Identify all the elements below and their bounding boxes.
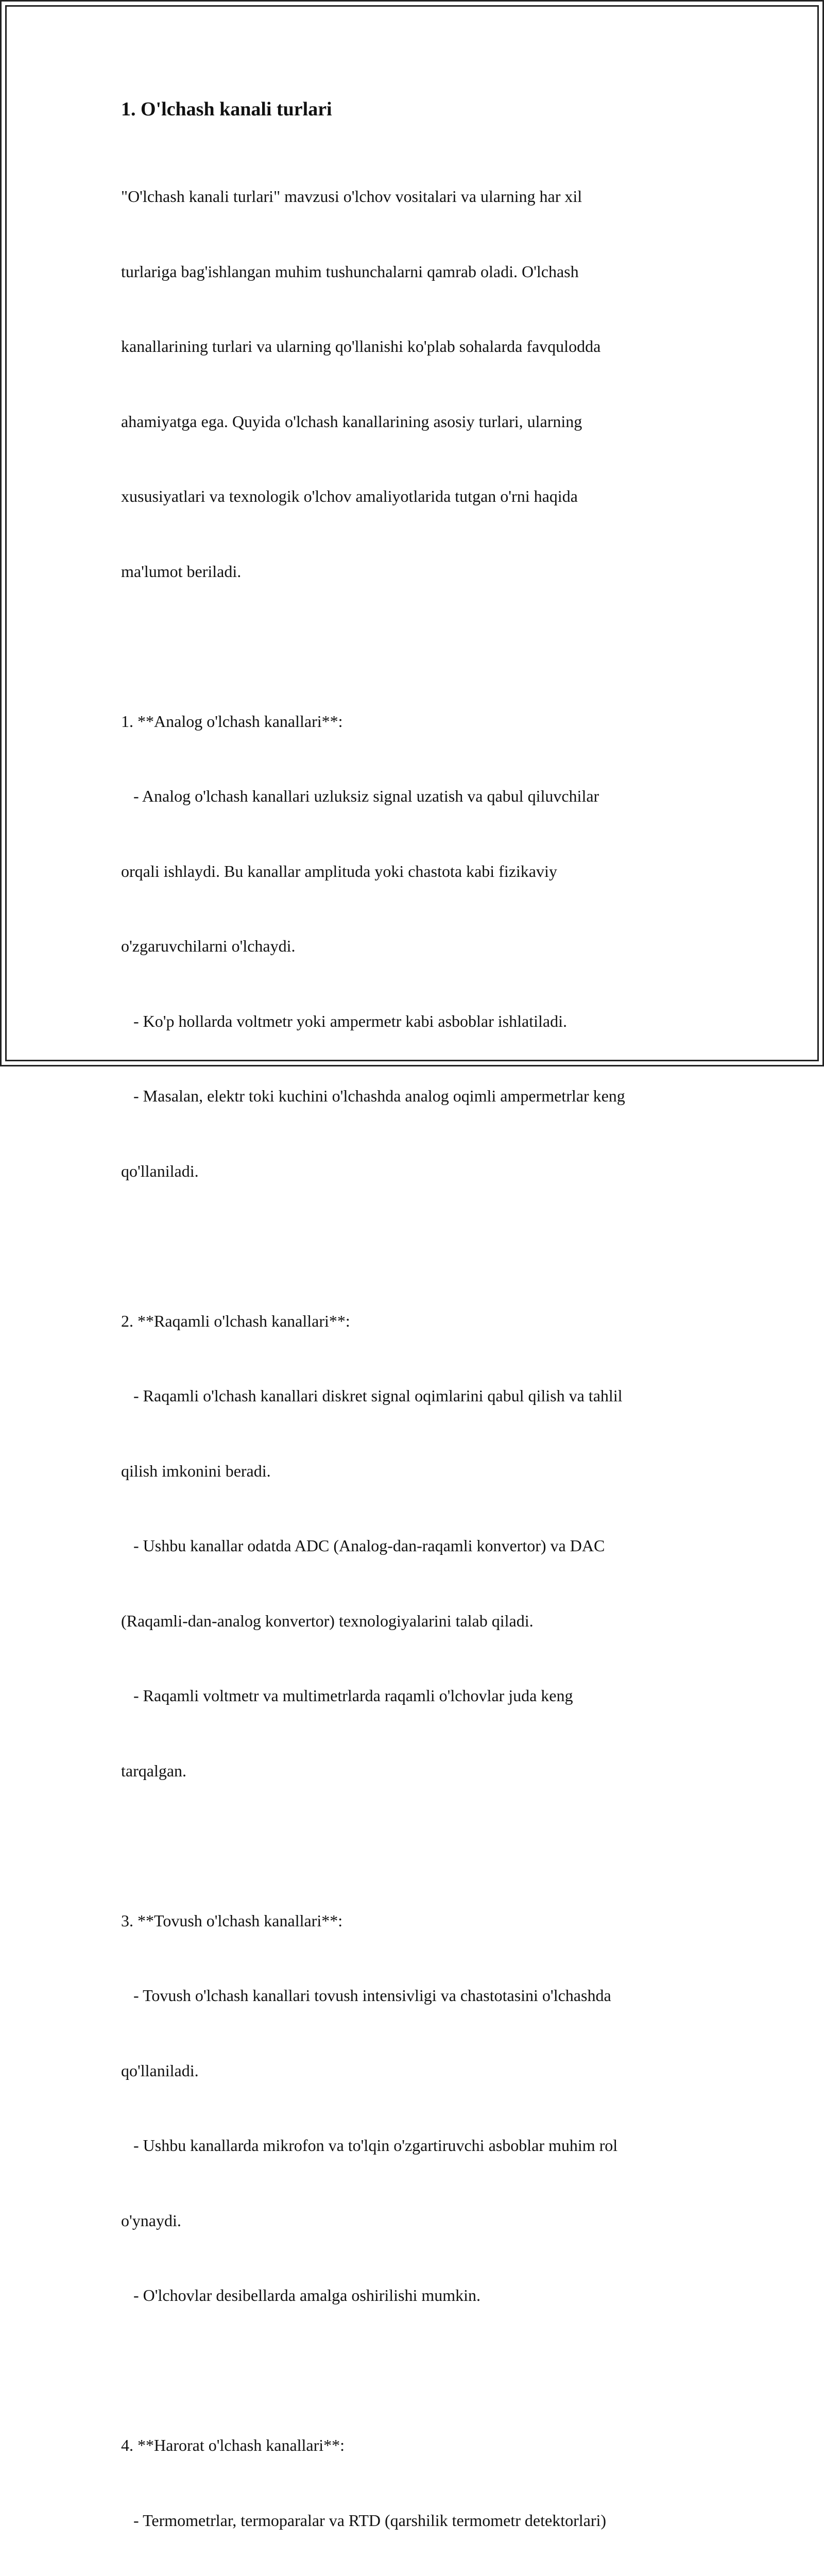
section-line: - Raqamli voltmetr va multimetrlarda raqamli o'lchovlar juda keng <box>121 1686 573 1705</box>
section-line: qo'llaniladi. <box>121 1161 199 1180</box>
section-sound <box>121 1858 713 2358</box>
section-line: qo'llaniladi. <box>121 2061 199 2080</box>
section-line: orqali ishlaydi. Bu kanallar amplituda yoki chastota kabi fizikaviy <box>121 861 557 880</box>
section-line: - Analog o'lchash kanallari uzluksiz signal uzatish va qabul qiluvchilar <box>121 787 599 805</box>
blank-line <box>121 1833 713 1858</box>
section-line: - Tovush o'lchash kanallari tovush intensivligi va chastotasini o'lchashda <box>121 1986 611 2005</box>
section-line: - Ushbu kanallarda mikrofon va to'lqin o'zgartiruvchi asboblar muhim rol <box>121 2136 618 2155</box>
intro-line: ma'lumot beriladi. <box>121 562 242 581</box>
intro-line: xususiyatlari va texnologik o'lchov amaliyotlarida tutgan o'rni haqida <box>121 487 578 505</box>
intro-line: "O'lchash kanali turlari" mavzusi o'lchov vositalari va ularning har xil <box>121 187 582 206</box>
section-line: tarqalgan. <box>121 1761 187 1780</box>
section-line: - Termometrlar, termoparalar va RTD (qarshilik termometr detektorlari) <box>121 2511 607 2530</box>
section-temperature <box>121 2383 713 2576</box>
section-line: (Raqamli-dan-analog konvertor) texnologiyalarini talab qiladi. <box>121 1611 534 1630</box>
intro-paragraph <box>121 134 713 634</box>
blank-line <box>121 2358 713 2383</box>
section-line: - Masalan, elektr toki kuchini o'lchashda analog oqimli ampermetrlar keng <box>121 1087 625 1105</box>
document-body <box>121 97 713 2576</box>
section-line: - O'lchovlar desibellarda amalga oshirilishi mumkin. <box>121 2286 481 2304</box>
blank-line <box>121 634 713 659</box>
section-line: - Ushbu kanallar odatda ADC (Analog-dan-raqamli konvertor) va DAC <box>121 1536 605 1555</box>
intro-line: ahamiyatga ega. Quyida o'lchash kanallarining asosiy turlari, ularning <box>121 412 582 431</box>
section-line: qilish imkonini beradi. <box>121 1461 271 1480</box>
section-title: 1. **Analog o'lchash kanallari**: <box>121 711 343 731</box>
section-title: 3. **Tovush o'lchash kanallari**: <box>121 1911 343 1930</box>
section-analog <box>121 659 713 1234</box>
section-title: 2. **Raqamli o'lchash kanallari**: <box>121 1311 350 1330</box>
section-title: 4. **Harorat o'lchash kanallari**: <box>121 2436 345 2454</box>
document-heading: 1. O'lchash kanali turlari <box>121 98 332 120</box>
section-line: o'ynaydi. <box>121 2211 181 2230</box>
section-line: o'zgaruvchilarni o'lchaydi. <box>121 937 296 955</box>
blank-line <box>121 1233 713 1259</box>
intro-line: turlariga bag'ishlangan muhim tushunchalarni qamrab oladi. O'lchash <box>121 262 579 281</box>
intro-line: kanallarining turlari va ularning qo'llanishi ko'plab sohalarda favqulodda <box>121 337 601 355</box>
section-digital <box>121 1259 713 1834</box>
section-line: - Ko'p hollarda voltmetr yoki ampermetr kabi asboblar ishlatiladi. <box>121 1011 567 1030</box>
section-line: - Raqamli o'lchash kanallari diskret signal oqimlarini qabul qilish va tahlil <box>121 1386 623 1405</box>
